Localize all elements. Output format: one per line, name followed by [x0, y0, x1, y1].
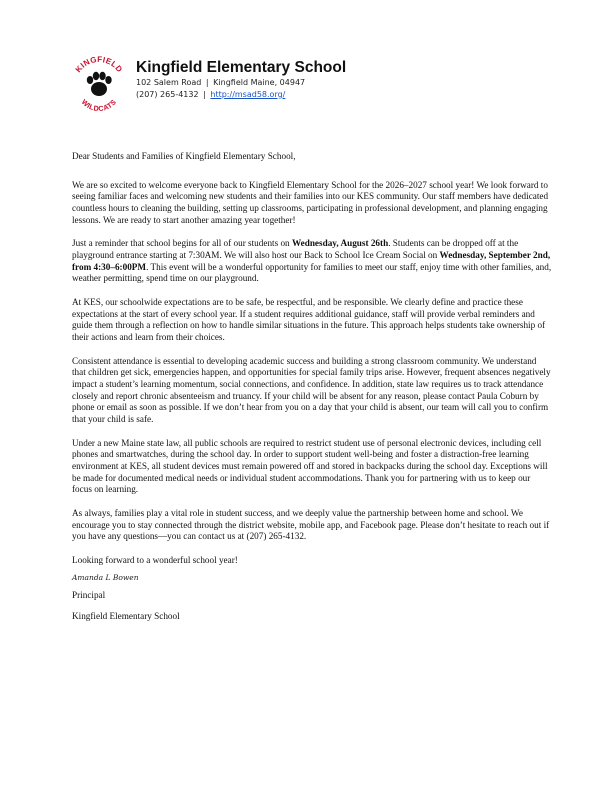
schedule-paragraph	[72, 238, 552, 285]
attendance-paragraph: Consistent attendance is essential to developing academic success and building a strong classroom community. We understand that children get sick, emergencies happen, and opportunities for special family trips arise. However, frequent absences negatively impact a student’s learning momentum, social connections, and confidence. In addition, state law requires us to track attendance closely and report chronic absenteeism and truancy. If your child will be absent for any reason, please contact Paula Coburn by phone or email as soon as possible. If we don’t hear from you on a day that your child is absent, our team will call you to confirm that your child is safe.	[72, 355, 551, 425]
letter-body	[72, 151, 552, 623]
paw-print-icon	[87, 72, 112, 96]
signer-school: Kingfield Elementary School	[72, 611, 180, 622]
expectations-paragraph: At KES, our schoolwide expectations are to be safe, be respectful, and be responsible. We clearly define and practice these expectations at the start of every school year. If a student requires additional guidance, staff will provide verbal reminders and guide them through a reflection on how to handle similar situations in the future. This approach helps students take ownership of their actions and learn from their choices.	[72, 296, 546, 343]
logo-top-text: KINGFIELD	[73, 56, 125, 75]
svg-text:WILDCATS	[80, 97, 118, 112]
separator: |	[203, 89, 206, 99]
signature: Amanda L Bowen	[72, 573, 139, 583]
school-website-link[interactable]: http://msad58.org/	[210, 89, 286, 99]
greeting: Dear Students and Families of Kingfield Elementary School,	[72, 151, 296, 161]
svg-text:KINGFIELD	[74, 56, 125, 74]
school-phone-line	[136, 89, 536, 101]
school-phone: (207) 265-4132	[136, 89, 199, 99]
school-name: Kingfield Elementary School	[136, 59, 347, 76]
separator: |	[205, 78, 209, 87]
kingfield-wildcats-paw-seal-icon	[70, 56, 128, 112]
logo-bottom-text: WILDCATS	[79, 97, 119, 112]
signer-title: Principal	[72, 590, 106, 601]
school-street: 102 Salem Road	[136, 78, 202, 87]
ice-cream-social-date: Wednesday, September 2nd, from 4:30–6:00PM	[72, 250, 551, 272]
school-contact-block	[136, 59, 536, 100]
schedule-text: . Students can be dropped off at the playground entrance starting at 7:30AM. We will also host our Back to School Ice Cream Social on	[72, 238, 519, 261]
first-day-date: Wednesday, August 26th	[291, 238, 389, 249]
closing-line: Looking forward to a wonderful school year!	[72, 554, 238, 565]
device-policy-paragraph: Under a new Maine state law, all public schools are required to restrict student use of personal electronic devices, including cell phones and smartwatches, during the school day. In order to support student well-being and foster a distraction-free learning environment at KES, all student devices must remain powered off and stored in backpacks during the school day. Exceptions will be made for documented medical needs or individual student accommodations. Thank you for partnering with us to keep our focus on learning.	[72, 437, 548, 495]
schedule-text: Just a reminder that school begins for all of our students on	[72, 238, 292, 249]
school-city: Kingfield Maine, 04947	[213, 78, 306, 87]
schedule-text: . This event will be a wonderful opportunity for families to meet our staff, enjoy time with other families, and, weather permitting, spend time on our playground.	[72, 261, 552, 284]
school-address-line	[136, 77, 536, 89]
partnership-paragraph: As always, families play a vital role in student success, and we deeply value the partnership between home and school. We encourage you to stay connected through the district website, mobile app, and Facebook page. Please don’t hesitate to reach out if you have any questions—you can contact us at (207) 265-4132.	[72, 507, 550, 542]
welcome-paragraph: We are so excited to welcome everyone back to Kingfield Elementary School for the 2026–2027 school year! We look forward to seeing familiar faces and welcoming new students and their families into our KES community. Our staff members have dedicated countless hours to cleaning the building, setting up classrooms, participating in professional development, and planning engaging lessons. We are ready to start another amazing year together!	[72, 179, 549, 225]
letterhead	[70, 56, 550, 112]
